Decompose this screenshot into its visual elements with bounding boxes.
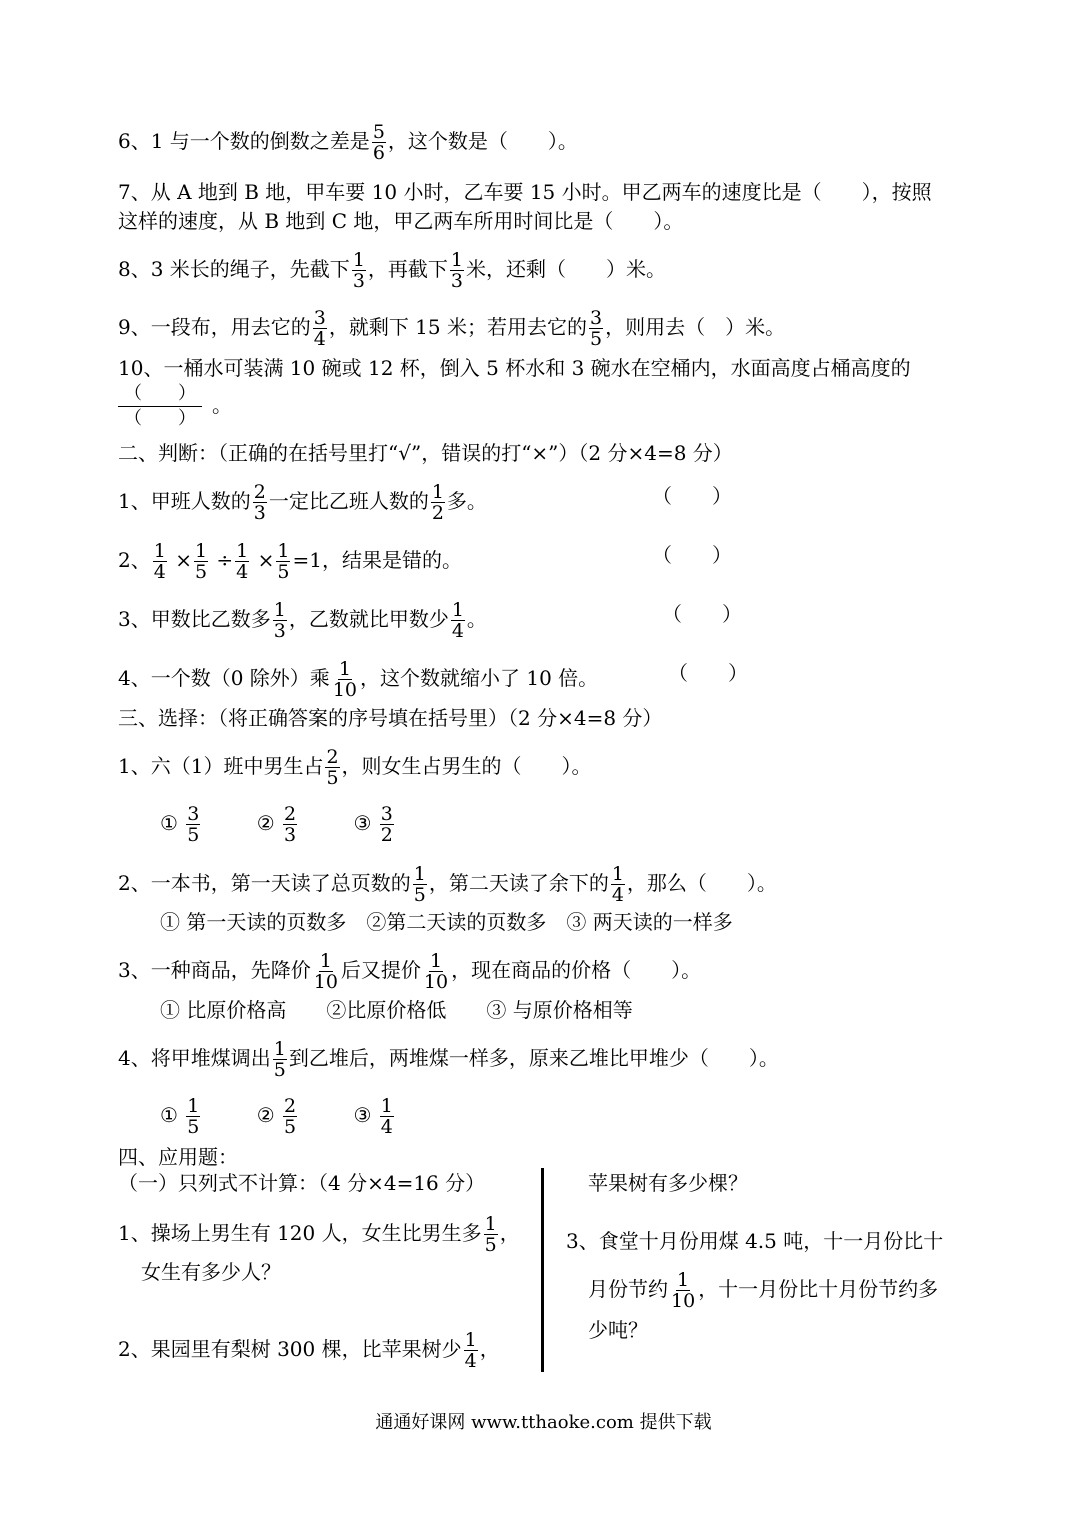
question-8: 8、3 米长的绳子，先截下 $\frac{1}{3}$ ，再截下 $\frac{1}{3}$ 米，还剩（ ）米。 [118, 249, 666, 292]
choice-1-options [160, 804, 444, 845]
judge-4: 4、一个数（0 除外）乘 $\frac{1}{10}$ ，这个数就缩小了 10 倍。 [118, 658, 599, 701]
choice-1: 1、六（1）班中男生占 $\frac{2}{5}$ ，则女生占男生的（ ）。 [118, 746, 592, 789]
question-7-line-2: 这样的速度，从 B 地到 C 地，甲乙两车所用时间比是（ ）。 [118, 209, 684, 233]
app-3-line-1: 3、食堂十月份用煤 4.5 吨，十一月份比十 [566, 1229, 944, 1253]
option-3[interactable]: ③ $\frac{1}{4}$ [353, 1095, 393, 1138]
choice-2: 2、一本书，第一天读了总页数的 $\frac{1}{5}$ ，第二天读了余下的 $\frac{1}{4}$ ，那么（ ）。 [118, 863, 777, 906]
fraction: $\frac{1}{10}$ [332, 658, 357, 701]
fraction: $\frac{1}{10}$ [313, 950, 338, 993]
judge-3-answer[interactable]: （ ） [662, 602, 742, 626]
fraction: $\frac{1}{4}$ [236, 540, 249, 583]
option-2[interactable]: ② $\frac{2}{3}$ [256, 803, 297, 846]
choice-4-options [160, 1096, 444, 1137]
fraction: $\frac{1}{5}$ [273, 1038, 286, 1081]
fraction: $\frac{1}{2}$ [431, 481, 444, 524]
judge-1: 1、甲班人数的 $\frac{2}{3}$ 一定比乙班人数的 $\frac{1}{2}$ 多。 [118, 481, 487, 524]
fraction: $\frac{2}{5}$ [326, 746, 339, 789]
choice-3-options[interactable]: ① 比原价格高 ②比原价格低 ③ 与原价格相等 [160, 998, 633, 1022]
choice-2-options[interactable]: ① 第一天读的页数多 ②第二天读的页数多 ③ 两天读的一样多 [160, 910, 733, 934]
app-3-line-3: 少吨？ [588, 1318, 648, 1342]
fraction: $\frac{2}{3}$ [253, 481, 266, 524]
section-2-title: 二、判断：（正确的在括号里打“√”，错误的打“×”）（2 分×4=8 分） [118, 441, 733, 465]
option-2[interactable]: ② $\frac{2}{5}$ [256, 1095, 297, 1138]
fraction: $\frac{1}{5}$ [413, 863, 426, 906]
fraction: $\frac{3}{5}$ [590, 307, 603, 350]
judge-1-answer[interactable]: （ ） [652, 484, 732, 508]
fraction: $\frac{1}{4}$ [464, 1329, 477, 1372]
app-3-line-2: 月份节约 $\frac{1}{10}$ ，十一月份比十月份节约多 [588, 1269, 939, 1312]
question-10-blank: $\frac{( )}{( )}$ 。 [118, 382, 232, 431]
app-2: 2、果园里有梨树 300 棵，比苹果树少 $\frac{1}{4}$ ， [118, 1329, 500, 1372]
section-4-title: 四、应用题： [118, 1145, 238, 1169]
fraction: $\frac{1}{5}$ [484, 1213, 497, 1256]
app-1: 1、操场上男生有 120 人，女生比男生多 $\frac{1}{5}$ ， [118, 1213, 520, 1256]
fraction: $\frac{1}{5}$ [194, 540, 208, 583]
judge-2: 2、 $\frac{1}{4}$ × $\frac{1}{5}$ ÷ $\frac{1}{4}$ × $\frac{1}{5}$ =1，结果是错的。 [118, 540, 462, 583]
fraction: $\frac{1}{3}$ [450, 249, 463, 292]
judge-2-answer[interactable]: （ ） [652, 543, 732, 567]
judge-4-answer[interactable]: （ ） [668, 661, 748, 685]
choice-4: 4、将甲堆煤调出 $\frac{1}{5}$ 到乙堆后，两堆煤一样多，原来乙堆比甲堆少（ ）。 [118, 1038, 779, 1081]
question-7-line-1: 7、从 A 地到 B 地，甲车要 10 小时，乙车要 15 小时。甲乙两车的速度比是（ ），按照 [118, 180, 932, 204]
footer-credit: 通通好课网 www.tthaoke.com 提供下载 [375, 1412, 712, 1433]
fraction: $\frac{3}{4}$ [313, 307, 326, 350]
question-9: 9、一段布，用去它的 $\frac{3}{4}$ ，就剩下 15 米；若用去它的 $\frac{3}{5}$ ，则用去（ ）米。 [118, 307, 786, 350]
choice-3: 3、一种商品，先降价 $\frac{1}{10}$ 后又提价 $\frac{1}{10}$ ，现在商品的价格（ ）。 [118, 950, 702, 993]
app-2-continued: 苹果树有多少棵？ [588, 1171, 748, 1195]
option-1[interactable]: ① $\frac{3}{5}$ [160, 803, 200, 846]
option-1[interactable]: ① $\frac{1}{5}$ [160, 1095, 200, 1138]
fraction: $\frac{1}{3}$ [273, 599, 286, 642]
fraction: $\frac{1}{3}$ [352, 249, 365, 292]
fraction-blank: $\frac{( )}{( )}$ [118, 382, 202, 431]
judge-3: 3、甲数比乙数多 $\frac{1}{3}$ ，乙数就比甲数少 $\frac{1}{4}$ 。 [118, 599, 487, 642]
column-divider [541, 1168, 544, 1372]
option-3[interactable]: ③ $\frac{3}{2}$ [353, 803, 393, 846]
section-4-subtitle: （一）只列式不计算：（4 分×4=16 分） [118, 1171, 486, 1195]
question-10-line-1: 10、一桶水可装满 10 碗或 12 杯，倒入 5 杯水和 3 碗水在空桶内，水面高度占桶高度的 [118, 356, 911, 380]
fraction: $\frac{1}{4}$ [153, 540, 166, 583]
fraction: $\frac{1}{4}$ [611, 863, 624, 906]
fraction: $\frac{1}{10}$ [671, 1269, 696, 1312]
question-6: 6、1 与一个数的倒数之差是 $\frac{5}{6}$ ，这个数是（ ）。 [118, 121, 578, 164]
section-3-title: 三、选择：（将正确答案的序号填在括号里）（2 分×4=8 分） [118, 706, 663, 730]
fraction: $\frac{1}{4}$ [451, 599, 464, 642]
fraction: $\frac{1}{10}$ [423, 950, 449, 993]
fraction: $\frac{1}{5}$ [277, 540, 290, 583]
app-1-line-2: 女生有多少人？ [141, 1260, 281, 1284]
fraction: $\frac{5}{6}$ [372, 121, 385, 164]
